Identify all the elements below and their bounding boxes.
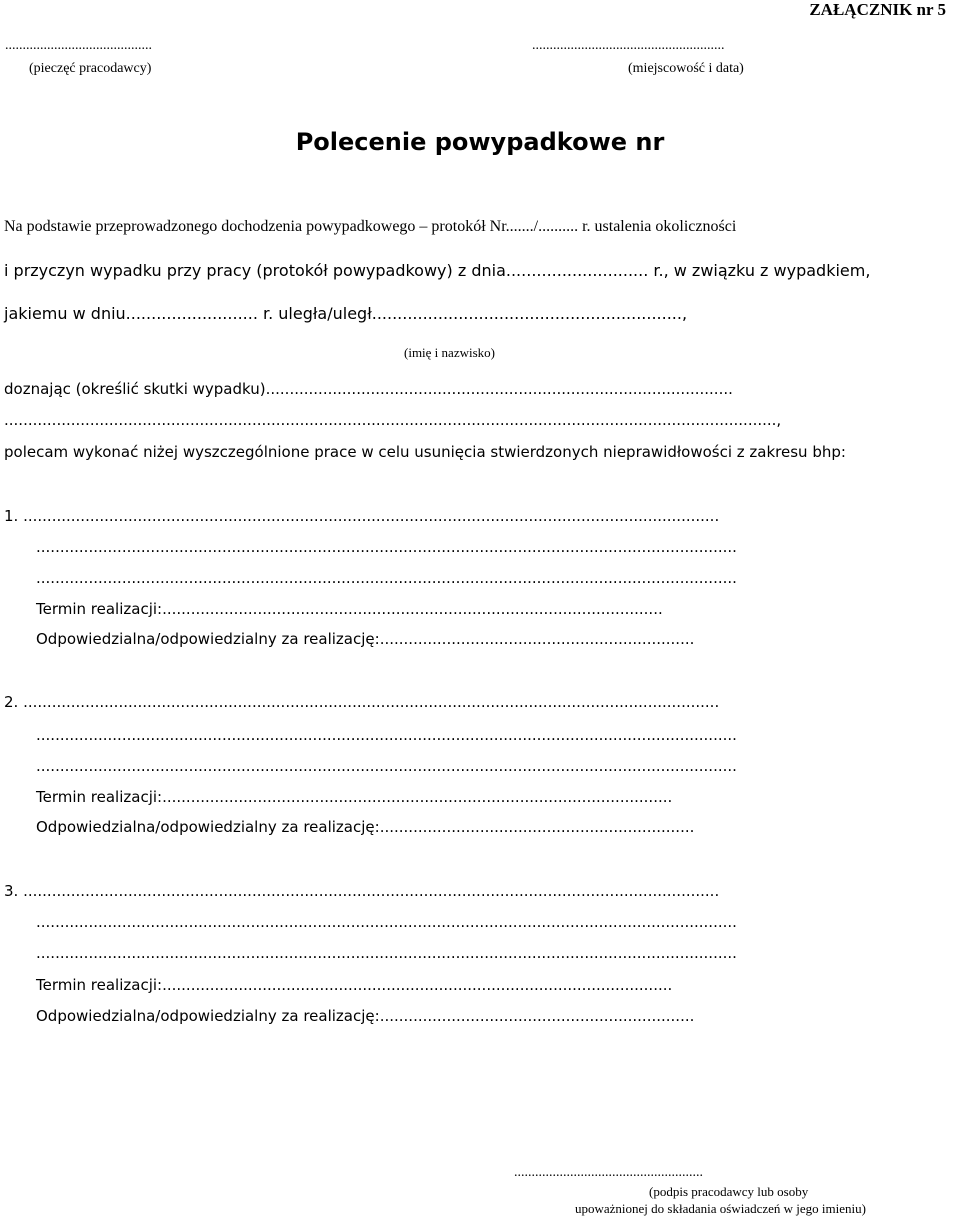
task-2-line-3: ...................................................................................................................................................	[36, 757, 737, 775]
place-date-field: .......................................................	[532, 38, 725, 53]
task-3-line-3: ...................................................................................................................................................	[36, 944, 737, 962]
task-2-responsible: Odpowiedzialna/odpowiedzialny za realizację:..................................................................	[36, 818, 695, 836]
task-1-line-2: ...................................................................................................................................................	[36, 538, 737, 556]
signature-label-line-1: (podpis pracodawcy lub osoby	[649, 1184, 809, 1199]
task-2-line-2: ...................................................................................................................................................	[36, 726, 737, 744]
task-2-line-1: 2. ..................................................................................................................................................	[4, 693, 720, 711]
paragraph-line-6: polecam wykonać niżej wyszczególnione prace w celu usunięcia stwierdzonych nieprawidłowości z zakresu bhp:	[4, 443, 846, 461]
task-3-deadline: Termin realizacji:...........................................................................................................	[36, 976, 673, 994]
employer-stamp-field: ..........................................	[5, 38, 152, 53]
task-1-deadline: Termin realizacji:.........................................................................................................	[36, 600, 663, 618]
task-1-line-3: ...................................................................................................................................................	[36, 569, 737, 587]
signature-field: ......................................................	[514, 1165, 703, 1180]
task-3-line-2: ...................................................................................................................................................	[36, 913, 737, 931]
signature-label-line-2: upoważnionej do składania oświadczeń w jego imieniu)	[575, 1201, 866, 1216]
task-2-deadline: Termin realizacji:...........................................................................................................	[36, 788, 673, 806]
place-date-label: (miejscowość i data)	[628, 61, 744, 76]
paragraph-line-4: doznając (określić skutki wypadku)..................................................................................................	[4, 380, 733, 398]
paragraph-line-1: Na podstawie przeprowadzonego dochodzenia powypadkowego – protokół Nr......./.......... r. ustalenia okoliczności	[4, 218, 737, 235]
employer-stamp-label: (pieczęć pracodawcy)	[29, 61, 152, 76]
annex-number: ZAŁĄCZNIK nr 5	[809, 0, 946, 19]
paragraph-line-2: i przyczyn wypadku przy pracy (protokół powypadkowy) z dnia............................ r., w związku z wypadkiem,	[4, 261, 871, 280]
name-label: (imię i nazwisko)	[404, 345, 495, 360]
paragraph-line-3: jakiemu w dniu.......................... r. uległa/uległ.............................................................,	[4, 304, 688, 323]
task-3-responsible: Odpowiedzialna/odpowiedzialny za realizację:..................................................................	[36, 1007, 695, 1025]
task-3-line-1: 3. ..................................................................................................................................................	[4, 882, 720, 900]
task-1-line-1: 1. ..................................................................................................................................................	[4, 507, 720, 525]
document-title: Polecenie powypadkowe nr	[295, 128, 665, 156]
paragraph-line-5: ..................................................................................................................................................................,	[4, 411, 782, 429]
task-1-responsible: Odpowiedzialna/odpowiedzialny za realizację:..................................................................	[36, 630, 695, 648]
